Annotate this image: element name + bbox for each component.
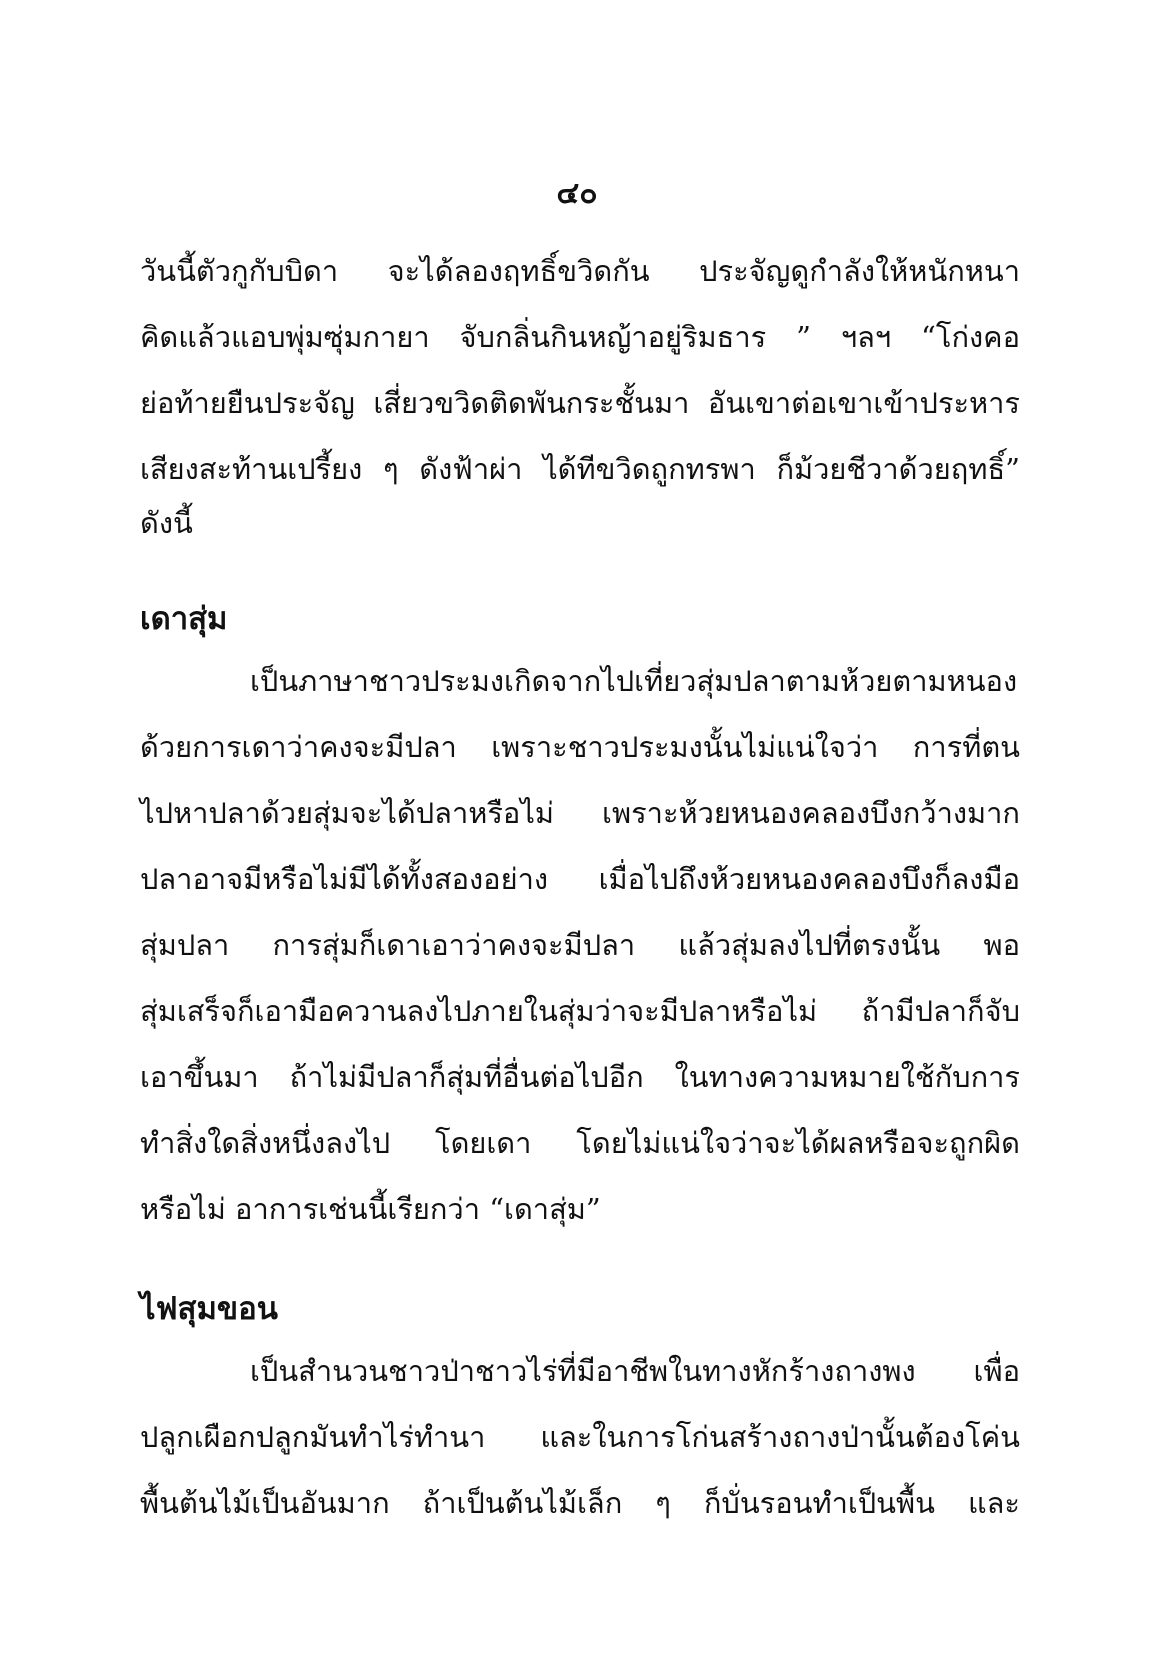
section-line: ปลูกเผือกปลูกมันทำไร่ทำนา และในการโก่นสร้างถางป่านั้นต้องโค่น [140, 1420, 1020, 1454]
section-line: หรือไม่ อาการเช่นนี้เรียกว่า “เดาสุ่ม” [140, 1192, 601, 1226]
page-number: ๔๐ [556, 176, 598, 211]
intro-paragraph [140, 238, 1020, 544]
section-line: ด้วยการเดาว่าคงจะมีปลา เพราะชาวประมงนั้นไม่แน่ใจว่า การที่ตน [140, 730, 1020, 764]
intro-line: ย่อท้ายยืนประจัญ เสี่ยวขวิดติดพันกระชั้นมา อันเขาต่อเขาเข้าประหาร [140, 386, 1020, 420]
section-heading: เดาสุ่ม [140, 601, 228, 637]
page-content [140, 238, 1020, 1536]
section-line: สุ่มปลา การสุ่มก็เดาเอาว่าคงจะมีปลา แล้วสุ่มลงไปที่ตรงนั้น พอ [140, 928, 1020, 962]
section-line: เป็นสำนวนชาวป่าชาวไร่ที่มีอาชีพในทางหักร้างถางพง เพื่อ [250, 1354, 1020, 1388]
section-dao-sum [140, 590, 1020, 1242]
section-line: ปลาอาจมีหรือไม่มีได้ทั้งสองอย่าง เมื่อไปถึงห้วยหนองคลองบึงก็ลงมือ [140, 862, 1020, 896]
section-line: สุ่มเสร็จก็เอามือควานลงไปภายในสุ่มว่าจะมีปลาหรือไม่ ถ้ามีปลาก็จับ [140, 994, 1020, 1028]
section-line: เอาขึ้นมา ถ้าไม่มีปลาก็สุ่มที่อื่นต่อไปอีก ในทางความหมายใช้กับการ [140, 1060, 1020, 1094]
intro-line: วันนี้ตัวกูกับบิดา จะได้ลองฤทธิ์ขวิดกัน ประจัญดูกำลังให้หนักหนา [140, 254, 1020, 288]
section-line: ไปหาปลาด้วยสุ่มจะได้ปลาหรือไม่ เพราะห้วยหนองคลองบึงกว้างมาก [140, 796, 1020, 830]
section-fai-sum-khon [140, 1280, 1020, 1536]
section-line: ทำสิ่งใดสิ่งหนึ่งลงไป โดยเดา โดยไม่แน่ใจว่าจะได้ผลหรือจะถูกผิด [140, 1126, 1020, 1160]
intro-line: เสียงสะท้านเปรี้ยง ๆ ดังฟ้าผ่า ได้ทีขวิดถูกทรพา ก็ม้วยชีวาด้วยฤทธิ์” [140, 452, 1020, 486]
section-line: เป็นภาษาชาวประมงเกิดจากไปเที่ยวสุ่มปลาตามห้วยตามหนอง [250, 664, 1018, 698]
section-heading: ไฟสุมขอน [140, 1291, 278, 1327]
intro-line: ดังนี้ [140, 506, 193, 540]
intro-line: คิดแล้วแอบพุ่มซุ่มกายา จับกลิ่นกินหญ้าอยู่ริมธาร ” ฯลฯ “โก่งคอ [140, 320, 1020, 354]
section-line: พื้นต้นไม้เป็นอันมาก ถ้าเป็นต้นไม้เล็ก ๆ ก็บั่นรอนทำเป็นพื้น และ [140, 1486, 1020, 1520]
